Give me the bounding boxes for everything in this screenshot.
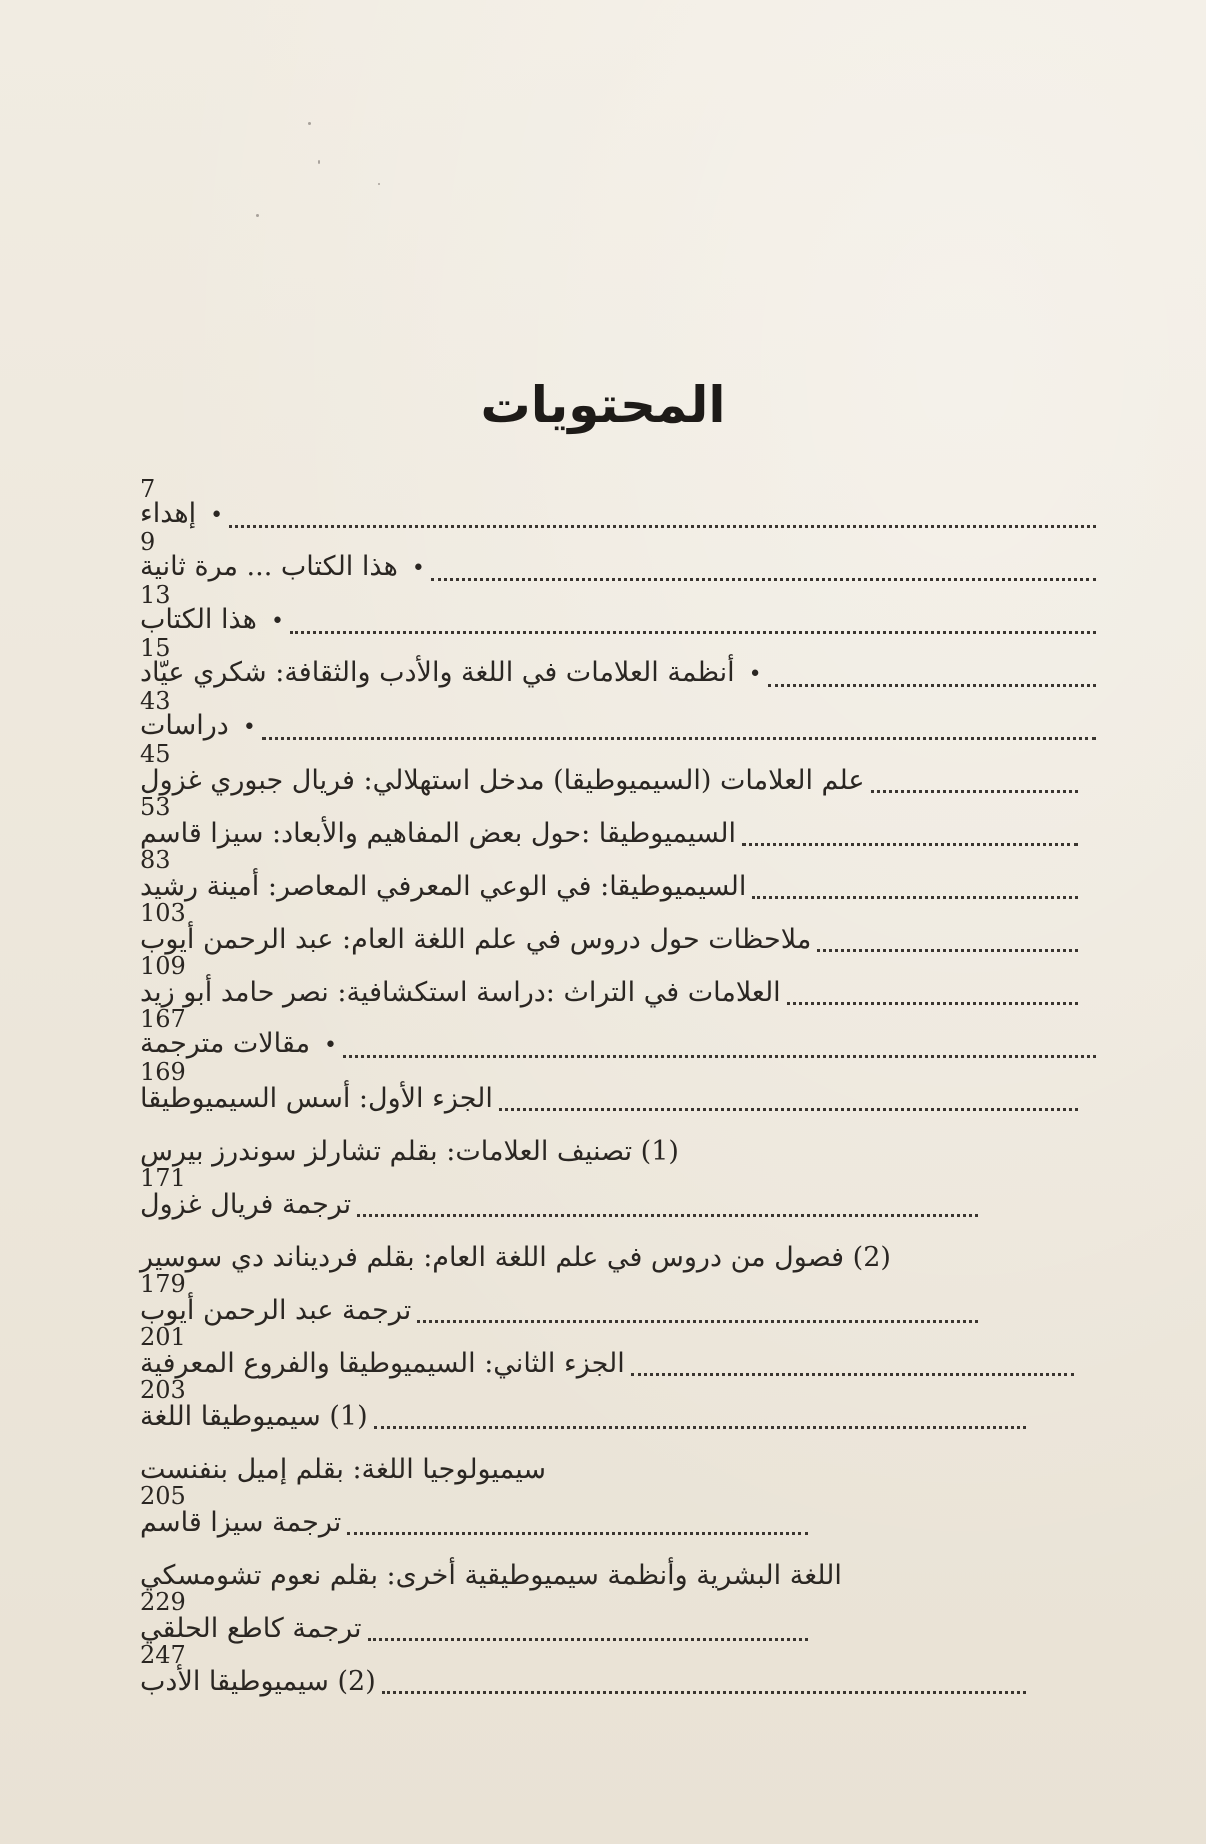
toc-page-number: 83	[140, 846, 171, 874]
toc-entry	[140, 581, 1102, 644]
dot-leader	[431, 578, 1096, 581]
bullet-icon: •	[748, 662, 762, 687]
toc-entry-text: هذا الكتاب	[140, 604, 257, 635]
toc-entry-text: سيميولوجيا اللغة: بقلم إميل بنفنست	[140, 1454, 547, 1485]
toc-entry	[140, 1228, 1044, 1280]
toc-page-number: 169	[140, 1058, 186, 1086]
toc-entry-text: علم العلامات (السيميوطيقا) مدخل استهلالي: فريال جبوري غزول	[140, 765, 865, 796]
toc-entry	[140, 1323, 1080, 1386]
toc-entry	[140, 528, 1102, 591]
toc-page-number: 203	[140, 1376, 186, 1404]
toc-entry-label	[140, 1132, 679, 1174]
toc-page-number: 13	[140, 581, 171, 609]
dot-leader	[817, 949, 1078, 952]
dot-leader	[262, 737, 1096, 740]
toc-entry-text: الجزء الأول: أسس السيميوطيقا	[140, 1083, 493, 1114]
toc-entry-text: ترجمة فريال غزول	[140, 1189, 352, 1220]
toc-page-number: 171	[140, 1164, 186, 1192]
toc-entry	[140, 475, 1102, 538]
toc-entry-text: (2) فصول من دروس في علم اللغة العام: بقلم فرديناند دي سوسير	[140, 1242, 891, 1273]
toc-page-number: 103	[140, 899, 186, 927]
toc-entry-text: دراسات	[140, 710, 229, 741]
toc-entry-text: العلامات في التراث :دراسة استكشافية: نصر حامد أبو زيد	[140, 977, 781, 1008]
dot-leader	[768, 684, 1096, 687]
toc-entry	[140, 846, 1084, 909]
dot-leader	[229, 525, 1096, 528]
toc-entry-label	[140, 653, 762, 697]
toc-entry-text: أنظمة العلامات في اللغة والأدب والثقافة: شكري عيّاد	[140, 657, 735, 688]
toc-entry	[140, 1641, 1032, 1704]
toc-entry-text: ملاحظات حول دروس في علم اللغة العام: عبد الرحمن أيوب	[140, 924, 812, 955]
dot-leader	[374, 1426, 1026, 1429]
toc-page-number: 109	[140, 952, 186, 980]
toc-entry-label	[140, 547, 425, 591]
toc-page-number: 229	[140, 1588, 186, 1616]
toc-page-number: 179	[140, 1270, 186, 1298]
bullet-icon: •	[270, 609, 284, 634]
toc-entry-label	[140, 1344, 625, 1386]
toc-entry	[140, 1270, 984, 1333]
toc-page-number: 167	[140, 1005, 186, 1033]
dot-leader	[357, 1214, 978, 1217]
toc-entry	[140, 793, 1084, 856]
toc-entry-text: (2) سيميوطيقا الأدب	[140, 1666, 376, 1697]
toc-page-number: 205	[140, 1482, 186, 1510]
toc-entry-text: اللغة البشرية وأنظمة سيميوطيقية أخرى: بقلم نعوم تشومسكي	[140, 1560, 842, 1591]
toc-page-number: 247	[140, 1641, 186, 1669]
dot-leader	[871, 790, 1078, 793]
toc-page-number: 7	[140, 475, 156, 503]
toc-entry-label	[140, 761, 865, 803]
toc-entry-text: ترجمة كاطع الحلقي	[140, 1613, 362, 1644]
toc-entry	[140, 1122, 1044, 1174]
toc-entry-label	[140, 1238, 891, 1280]
toc-entry	[140, 1058, 1084, 1121]
toc-page-number: 45	[140, 740, 171, 768]
dot-leader	[343, 1055, 1096, 1058]
toc-entry	[140, 634, 1102, 697]
dot-leader	[499, 1108, 1078, 1111]
toc-page-number: 43	[140, 687, 171, 715]
bullet-icon: •	[324, 1033, 338, 1058]
toc-entry	[140, 1440, 998, 1492]
toc-entry-label	[140, 973, 781, 1015]
toc-entry-text: السيميوطيقا: في الوعي المعرفي المعاصر: أمينة رشيد	[140, 871, 747, 902]
toc-entry-text: السيميوطيقا :حول بعض المفاهيم والأبعاد: سيزا قاسم	[140, 818, 736, 849]
toc-entry-text: مقالات مترجمة	[140, 1028, 311, 1059]
toc-page-number: 201	[140, 1323, 186, 1351]
toc-page-number: 15	[140, 634, 171, 662]
page-title: المحتويات	[480, 376, 726, 434]
toc-entry-text: ترجمة عبد الرحمن أيوب	[140, 1295, 412, 1326]
dot-leader	[382, 1691, 1026, 1694]
toc-entry-text: هذا الكتاب ... مرة ثانية	[140, 551, 398, 582]
bullet-icon: •	[210, 503, 224, 528]
toc-entry-text: ترجمة سيزا قاسم	[140, 1507, 342, 1538]
toc-entry-label	[140, 1079, 493, 1121]
toc-entry	[140, 1482, 814, 1545]
toc-entry-label	[140, 920, 811, 962]
dot-leader	[290, 631, 1096, 634]
dot-leader	[631, 1373, 1074, 1376]
toc-entry	[140, 1164, 984, 1227]
toc-entry	[140, 899, 1084, 962]
dot-leader	[742, 843, 1078, 846]
toc-entry-text: (1) تصنيف العلامات: بقلم تشارلز سوندرز بيرس	[140, 1136, 679, 1167]
toc-entry-label	[140, 867, 746, 909]
toc-entry	[140, 952, 1084, 1015]
toc-entry	[140, 1588, 814, 1651]
toc-entry	[140, 1546, 998, 1598]
toc-entry	[140, 1005, 1102, 1068]
bullet-icon: •	[242, 715, 256, 740]
toc-entry-label	[140, 1556, 842, 1598]
toc-entry-text: إهداء	[140, 498, 197, 529]
toc-entry-text: الجزء الثاني: السيميوطيقا والفروع المعرفية	[140, 1348, 625, 1379]
toc-entry-label	[140, 1450, 546, 1492]
toc-entry-text: (1) سيميوطيقا اللغة	[140, 1401, 368, 1432]
toc-page-number: 9	[140, 528, 156, 556]
dot-leader	[417, 1320, 978, 1323]
dot-leader	[347, 1532, 808, 1535]
bullet-icon: •	[411, 556, 425, 581]
dot-leader	[752, 896, 1078, 899]
toc-entry-label	[140, 814, 736, 856]
toc-entry	[140, 740, 1084, 803]
dot-leader	[368, 1638, 808, 1641]
dot-leader	[787, 1002, 1078, 1005]
toc-entry	[140, 687, 1102, 750]
toc-page-number: 53	[140, 793, 171, 821]
toc-entry	[140, 1376, 1032, 1439]
